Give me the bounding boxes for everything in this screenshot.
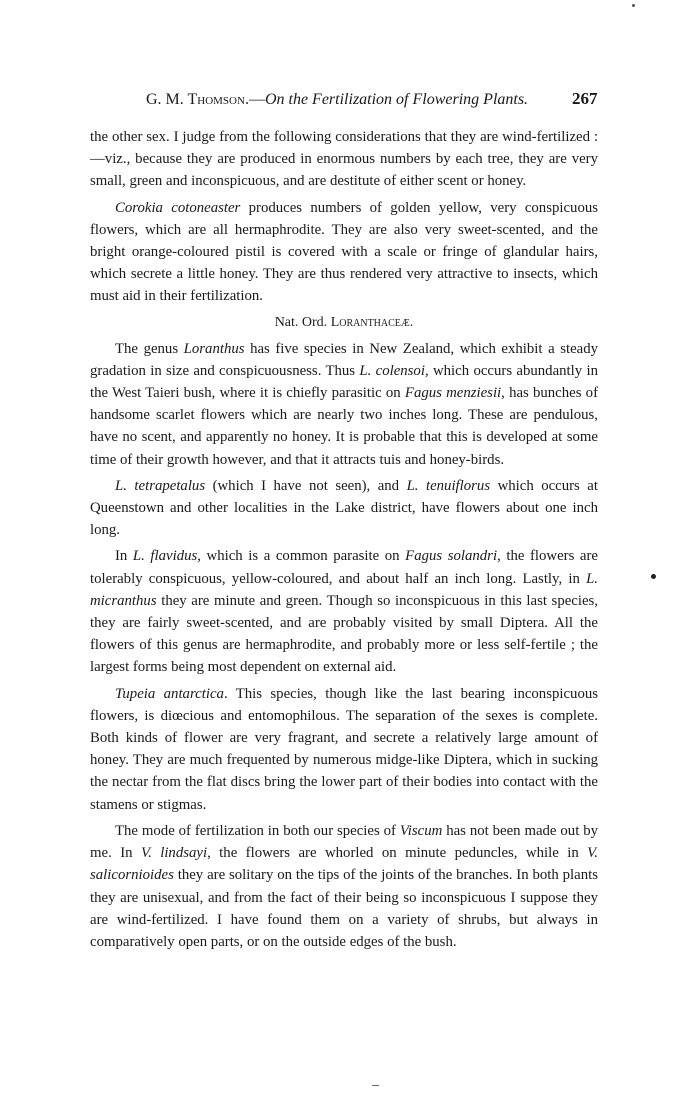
paragraph-corokia [90,197,598,308]
paragraph-viscum [90,820,598,953]
text-run: , which is a common parasite on [197,548,406,565]
paragraph-tetrapetalus [90,475,598,542]
species-name: L. tetrapetalus [115,477,206,494]
species-name: Fagus solandri [405,548,498,565]
species-name: L. colensoi [359,362,425,379]
species-name: Tupeia antarctica [115,685,224,702]
paragraph-loranthus [90,338,598,471]
species-name: Fagus menziesii [404,385,502,402]
header-dash: — [248,91,265,108]
paragraph-flavidus [90,545,598,678]
text-run: , the flowers are whorled on minute peduncles, while in [207,845,588,862]
text-run: (which I have not seen), and [205,477,407,494]
species-name: V. lindsayi [140,845,208,862]
margin-dot [651,574,656,579]
genus-name: Loranthus [183,340,245,357]
text-run: , has bunches of handsome scarlet flowers which are nearly two inches long. These are pendulous, have no scent, and apparently no honey. It is probable that this is developed at some time of their growth however, and that it attracts tuis and honey-birds. [90,385,598,468]
text-run: has five species in New Zealand, which exhibit a steady gradation in size and conspicuousness. Thus [90,340,598,379]
text-run: , the flowers are tolerably conspicuous, yellow-coloured, and about half an inch long. Lastly, in [90,548,598,587]
species-name: Corokia cotoneaster [115,199,241,216]
text-run: The genus [115,340,184,357]
header-author: G. M. Thomson. [146,91,249,108]
text-run: they are solitary on the tips of the joints of the branches. In both plants they are unisexual, and from the fact of their being so inconspicuous I suppose they are wind-fertilized. I have found them on a variety of shrubs, but always in comparatively open parts, or on the outside edges of the bush. [90,867,598,950]
text-run: The mode of fertilization in both our species of [115,822,400,839]
page-number: 267 [572,89,598,108]
corner-speck [632,4,635,7]
species-name: V. salicornioides [90,845,598,884]
heading-order: Loranthaceæ. [330,314,414,330]
species-name: L. tenuiflorus [406,477,491,494]
text-run: In [115,548,133,565]
paragraph-1: the other sex. I judge from the following considerations that they are wind-fertilized :—viz., because they are produced in enormous numbers by each tree, they are very small, green and inconspicuous, and are destitute of either scent or honey. [90,129,598,190]
header-title: On the Fertilization of Flowering Plants. [264,91,529,108]
section-heading [90,312,598,334]
text-run: has not been made out by me. In [90,822,598,862]
heading-prefix: Nat. Ord. [274,314,331,330]
species-name: L. flavidus [132,548,198,565]
body-text [90,126,598,957]
running-header [146,87,598,113]
species-name: L. micranthus [90,570,598,609]
text-run: they are minute and green. Though so inconspicuous in this last species, they are fairly sweet-scented, and are probably visited by small Diptera. All the flowers of this genus are hermaphrodite, and probably more or less self-fertile ; the largest forms being most dependent on external aid. [90,592,598,676]
bottom-tick-mark [372,1085,379,1086]
genus-name: Viscum [399,822,443,839]
text-run: , which occurs abundantly in the West Taieri bush, where it is chiefly parasitic on [90,362,598,402]
paragraph-text: . This species, though like the last bearing inconspicuous flowers, is diœcious and entomophilous. The separation of the sexes is complete. Both kinds of flower are very fragrant, and secrete a relatively large amount of honey. They are much frequented by numerous midge-like Diptera, which in sucking the nectar from the flat discs bring the lower part of their bodies into contact with the stamens or stigmas. [90,685,598,813]
paragraph-tupeia [90,683,598,816]
paragraph-text: produces numbers of golden yellow, very conspicuous flowers, which are all hermaphrodite. They are also very sweet-scented, and the bright orange-coloured pistil is covered with a scale or fringe of glandular hairs, which secrete a little honey. They are thus rendered very attractive to insects, which must aid in their fertilization. [90,199,598,305]
text-run: which occurs at Queenstown and other localities in the Lake district, have flowers about one inch long. [90,477,598,539]
